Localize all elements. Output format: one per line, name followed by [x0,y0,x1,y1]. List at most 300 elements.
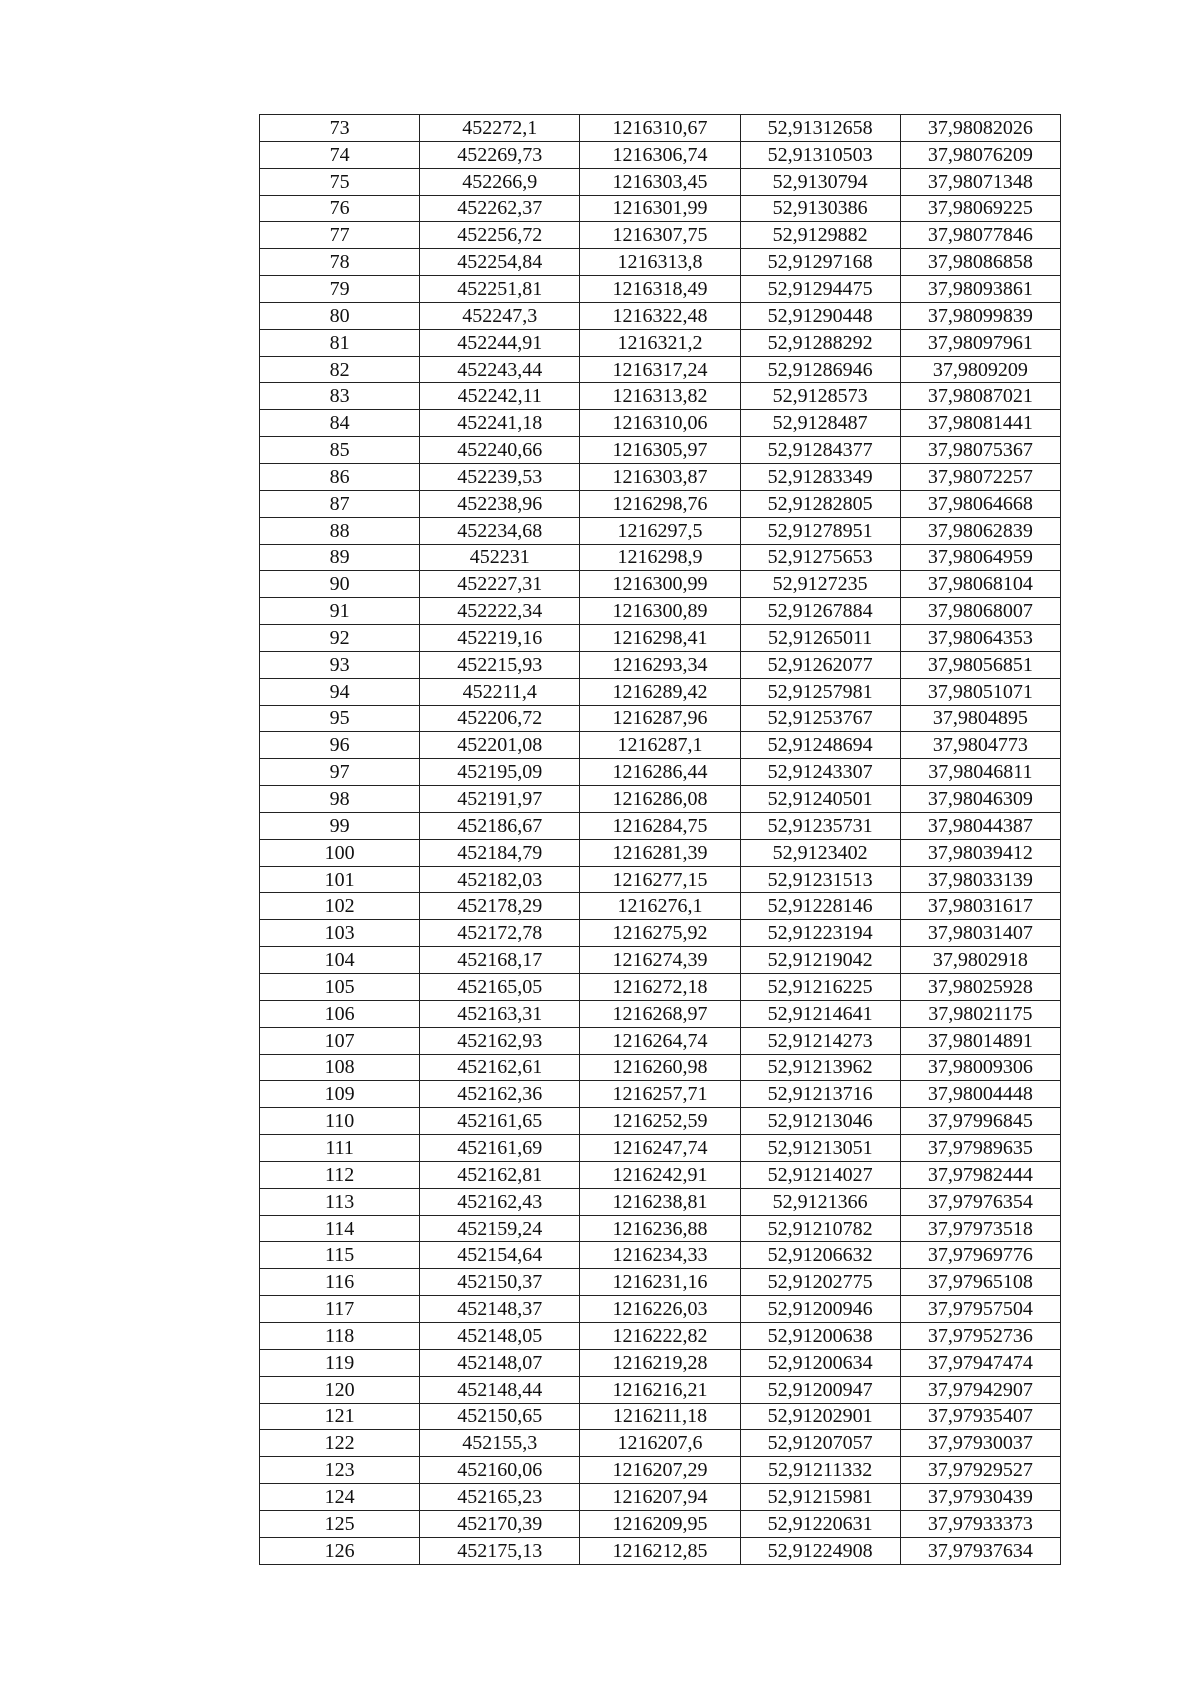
y-coordinate-cell: 1216211,18 [580,1403,740,1430]
point-number-cell: 124 [260,1484,420,1511]
table-row [260,1510,1061,1537]
point-number-cell: 121 [260,1403,420,1430]
point-number-cell: 92 [260,625,420,652]
table-row [260,651,1061,678]
x-coordinate-cell: 452256,72 [420,222,580,249]
x-coordinate-cell: 452182,03 [420,866,580,893]
y-coordinate-cell: 1216281,39 [580,839,740,866]
x-coordinate-cell: 452272,1 [420,115,580,142]
x-coordinate-cell: 452241,18 [420,410,580,437]
x-coordinate-cell: 452247,3 [420,302,580,329]
point-number-cell: 103 [260,920,420,947]
point-number-cell: 80 [260,302,420,329]
latitude-cell: 52,91200947 [740,1376,900,1403]
longitude-cell: 37,97937634 [900,1537,1060,1564]
table-row [260,1457,1061,1484]
x-coordinate-cell: 452162,93 [420,1027,580,1054]
longitude-cell: 37,98068007 [900,598,1060,625]
point-number-cell: 102 [260,893,420,920]
longitude-cell: 37,98021175 [900,1000,1060,1027]
table-row [260,1054,1061,1081]
table-row [260,786,1061,813]
x-coordinate-cell: 452148,44 [420,1376,580,1403]
point-number-cell: 76 [260,195,420,222]
y-coordinate-cell: 1216257,71 [580,1081,740,1108]
latitude-cell: 52,9129882 [740,222,900,249]
longitude-cell: 37,98051071 [900,678,1060,705]
table-row [260,1081,1061,1108]
x-coordinate-cell: 452269,73 [420,141,580,168]
y-coordinate-cell: 1216289,42 [580,678,740,705]
point-number-cell: 83 [260,383,420,410]
table-row [260,1135,1061,1162]
latitude-cell: 52,91223194 [740,920,900,947]
y-coordinate-cell: 1216209,95 [580,1510,740,1537]
latitude-cell: 52,91294475 [740,276,900,303]
latitude-cell: 52,91207057 [740,1430,900,1457]
x-coordinate-cell: 452238,96 [420,490,580,517]
x-coordinate-cell: 452165,23 [420,1484,580,1511]
y-coordinate-cell: 1216207,29 [580,1457,740,1484]
y-coordinate-cell: 1216286,08 [580,786,740,813]
y-coordinate-cell: 1216310,67 [580,115,740,142]
latitude-cell: 52,91213962 [740,1054,900,1081]
point-number-cell: 111 [260,1135,420,1162]
longitude-cell: 37,98082026 [900,115,1060,142]
y-coordinate-cell: 1216303,45 [580,168,740,195]
latitude-cell: 52,91219042 [740,947,900,974]
point-number-cell: 99 [260,812,420,839]
latitude-cell: 52,91248694 [740,732,900,759]
x-coordinate-cell: 452240,66 [420,437,580,464]
point-number-cell: 91 [260,598,420,625]
longitude-cell: 37,98033139 [900,866,1060,893]
point-number-cell: 126 [260,1537,420,1564]
y-coordinate-cell: 1216238,81 [580,1188,740,1215]
point-number-cell: 118 [260,1322,420,1349]
latitude-cell: 52,91202775 [740,1269,900,1296]
table-row [260,732,1061,759]
y-coordinate-cell: 1216297,5 [580,517,740,544]
y-coordinate-cell: 1216231,16 [580,1269,740,1296]
latitude-cell: 52,91275653 [740,544,900,571]
longitude-cell: 37,98069225 [900,195,1060,222]
point-number-cell: 90 [260,571,420,598]
longitude-cell: 37,98071348 [900,168,1060,195]
latitude-cell: 52,91297168 [740,249,900,276]
y-coordinate-cell: 1216275,92 [580,920,740,947]
y-coordinate-cell: 1216318,49 [580,276,740,303]
x-coordinate-cell: 452243,44 [420,356,580,383]
table-row [260,625,1061,652]
x-coordinate-cell: 452155,3 [420,1430,580,1457]
table-row [260,1484,1061,1511]
table-row [260,517,1061,544]
longitude-cell: 37,97929527 [900,1457,1060,1484]
x-coordinate-cell: 452251,81 [420,276,580,303]
table-row [260,383,1061,410]
latitude-cell: 52,91284377 [740,437,900,464]
longitude-cell: 37,98075367 [900,437,1060,464]
latitude-cell: 52,91286946 [740,356,900,383]
coordinate-table [259,114,1061,1565]
y-coordinate-cell: 1216286,44 [580,759,740,786]
point-number-cell: 98 [260,786,420,813]
point-number-cell: 73 [260,115,420,142]
latitude-cell: 52,91257981 [740,678,900,705]
table-row [260,1269,1061,1296]
x-coordinate-cell: 452231 [420,544,580,571]
longitude-cell: 37,97973518 [900,1215,1060,1242]
table-row [260,490,1061,517]
table-row [260,812,1061,839]
point-number-cell: 104 [260,947,420,974]
y-coordinate-cell: 1216287,96 [580,705,740,732]
latitude-cell: 52,91267884 [740,598,900,625]
latitude-cell: 52,9121366 [740,1188,900,1215]
point-number-cell: 106 [260,1000,420,1027]
point-number-cell: 88 [260,517,420,544]
latitude-cell: 52,91214641 [740,1000,900,1027]
table-row [260,1027,1061,1054]
table-row [260,1215,1061,1242]
latitude-cell: 52,91213051 [740,1135,900,1162]
table-row [260,947,1061,974]
x-coordinate-cell: 452168,17 [420,947,580,974]
latitude-cell: 52,91262077 [740,651,900,678]
x-coordinate-cell: 452211,4 [420,678,580,705]
point-number-cell: 100 [260,839,420,866]
table-row [260,195,1061,222]
y-coordinate-cell: 1216305,97 [580,437,740,464]
x-coordinate-cell: 452159,24 [420,1215,580,1242]
table-row [260,571,1061,598]
table-row [260,1161,1061,1188]
table-row [260,276,1061,303]
point-number-cell: 107 [260,1027,420,1054]
point-number-cell: 110 [260,1108,420,1135]
point-number-cell: 79 [260,276,420,303]
x-coordinate-cell: 452254,84 [420,249,580,276]
longitude-cell: 37,98097961 [900,329,1060,356]
x-coordinate-cell: 452162,61 [420,1054,580,1081]
x-coordinate-cell: 452195,09 [420,759,580,786]
longitude-cell: 37,98056851 [900,651,1060,678]
x-coordinate-cell: 452175,13 [420,1537,580,1564]
point-number-cell: 113 [260,1188,420,1215]
longitude-cell: 37,97969776 [900,1242,1060,1269]
y-coordinate-cell: 1216313,8 [580,249,740,276]
longitude-cell: 37,97989635 [900,1135,1060,1162]
latitude-cell: 52,91220631 [740,1510,900,1537]
longitude-cell: 37,98046309 [900,786,1060,813]
table-row [260,759,1061,786]
table-row [260,1108,1061,1135]
x-coordinate-cell: 452244,91 [420,329,580,356]
table-row [260,437,1061,464]
y-coordinate-cell: 1216226,03 [580,1296,740,1323]
table-row [260,1242,1061,1269]
point-number-cell: 81 [260,329,420,356]
latitude-cell: 52,9130794 [740,168,900,195]
table-row [260,1430,1061,1457]
x-coordinate-cell: 452262,37 [420,195,580,222]
longitude-cell: 37,97942907 [900,1376,1060,1403]
table-row [260,222,1061,249]
table-row [260,1322,1061,1349]
point-number-cell: 116 [260,1269,420,1296]
longitude-cell: 37,98093861 [900,276,1060,303]
y-coordinate-cell: 1216212,85 [580,1537,740,1564]
y-coordinate-cell: 1216306,74 [580,141,740,168]
table-row [260,1376,1061,1403]
longitude-cell: 37,98039412 [900,839,1060,866]
y-coordinate-cell: 1216287,1 [580,732,740,759]
x-coordinate-cell: 452162,81 [420,1161,580,1188]
latitude-cell: 52,91235731 [740,812,900,839]
latitude-cell: 52,91228146 [740,893,900,920]
y-coordinate-cell: 1216222,82 [580,1322,740,1349]
x-coordinate-cell: 452219,16 [420,625,580,652]
longitude-cell: 37,98081441 [900,410,1060,437]
y-coordinate-cell: 1216207,94 [580,1484,740,1511]
table-row [260,920,1061,947]
x-coordinate-cell: 452201,08 [420,732,580,759]
latitude-cell: 52,91210782 [740,1215,900,1242]
longitude-cell: 37,98025928 [900,974,1060,1001]
point-number-cell: 105 [260,974,420,1001]
table-row [260,678,1061,705]
y-coordinate-cell: 1216317,24 [580,356,740,383]
longitude-cell: 37,9809209 [900,356,1060,383]
latitude-cell: 52,91214027 [740,1161,900,1188]
table-row [260,168,1061,195]
x-coordinate-cell: 452170,39 [420,1510,580,1537]
point-number-cell: 122 [260,1430,420,1457]
x-coordinate-cell: 452160,06 [420,1457,580,1484]
latitude-cell: 52,91312658 [740,115,900,142]
latitude-cell: 52,91224908 [740,1537,900,1564]
y-coordinate-cell: 1216207,6 [580,1430,740,1457]
longitude-cell: 37,98031617 [900,893,1060,920]
point-number-cell: 82 [260,356,420,383]
point-number-cell: 78 [260,249,420,276]
x-coordinate-cell: 452215,93 [420,651,580,678]
latitude-cell: 52,91200638 [740,1322,900,1349]
longitude-cell: 37,98046811 [900,759,1060,786]
latitude-cell: 52,91202901 [740,1403,900,1430]
longitude-cell: 37,98087021 [900,383,1060,410]
point-number-cell: 93 [260,651,420,678]
longitude-cell: 37,97982444 [900,1161,1060,1188]
latitude-cell: 52,9128573 [740,383,900,410]
y-coordinate-cell: 1216236,88 [580,1215,740,1242]
table-row [260,1537,1061,1564]
point-number-cell: 95 [260,705,420,732]
y-coordinate-cell: 1216303,87 [580,463,740,490]
table-row [260,1000,1061,1027]
point-number-cell: 115 [260,1242,420,1269]
longitude-cell: 37,98004448 [900,1081,1060,1108]
y-coordinate-cell: 1216264,74 [580,1027,740,1054]
point-number-cell: 86 [260,463,420,490]
x-coordinate-cell: 452162,36 [420,1081,580,1108]
latitude-cell: 52,91231513 [740,866,900,893]
x-coordinate-cell: 452161,69 [420,1135,580,1162]
table-row [260,302,1061,329]
table-row [260,141,1061,168]
table-row [260,1188,1061,1215]
y-coordinate-cell: 1216310,06 [580,410,740,437]
y-coordinate-cell: 1216298,76 [580,490,740,517]
longitude-cell: 37,98064959 [900,544,1060,571]
point-number-cell: 85 [260,437,420,464]
latitude-cell: 52,91310503 [740,141,900,168]
latitude-cell: 52,91253767 [740,705,900,732]
latitude-cell: 52,9127235 [740,571,900,598]
x-coordinate-cell: 452186,67 [420,812,580,839]
point-number-cell: 89 [260,544,420,571]
table-row [260,893,1061,920]
y-coordinate-cell: 1216322,48 [580,302,740,329]
longitude-cell: 37,98077846 [900,222,1060,249]
table-row [260,974,1061,1001]
latitude-cell: 52,9130386 [740,195,900,222]
y-coordinate-cell: 1216300,99 [580,571,740,598]
latitude-cell: 52,91283349 [740,463,900,490]
point-number-cell: 97 [260,759,420,786]
longitude-cell: 37,97952736 [900,1322,1060,1349]
longitude-cell: 37,98014891 [900,1027,1060,1054]
longitude-cell: 37,98072257 [900,463,1060,490]
point-number-cell: 101 [260,866,420,893]
longitude-cell: 37,97947474 [900,1349,1060,1376]
longitude-cell: 37,97996845 [900,1108,1060,1135]
y-coordinate-cell: 1216307,75 [580,222,740,249]
longitude-cell: 37,97935407 [900,1403,1060,1430]
x-coordinate-cell: 452239,53 [420,463,580,490]
latitude-cell: 52,91290448 [740,302,900,329]
x-coordinate-cell: 452206,72 [420,705,580,732]
table-row [260,356,1061,383]
table-row [260,115,1061,142]
table-row [260,329,1061,356]
y-coordinate-cell: 1216260,98 [580,1054,740,1081]
x-coordinate-cell: 452172,78 [420,920,580,947]
point-number-cell: 109 [260,1081,420,1108]
x-coordinate-cell: 452222,34 [420,598,580,625]
table-row [260,410,1061,437]
longitude-cell: 37,98044387 [900,812,1060,839]
latitude-cell: 52,91240501 [740,786,900,813]
y-coordinate-cell: 1216268,97 [580,1000,740,1027]
x-coordinate-cell: 452148,37 [420,1296,580,1323]
x-coordinate-cell: 452148,07 [420,1349,580,1376]
latitude-cell: 52,91216225 [740,974,900,1001]
point-number-cell: 75 [260,168,420,195]
point-number-cell: 125 [260,1510,420,1537]
y-coordinate-cell: 1216301,99 [580,195,740,222]
latitude-cell: 52,91213716 [740,1081,900,1108]
point-number-cell: 84 [260,410,420,437]
point-number-cell: 74 [260,141,420,168]
y-coordinate-cell: 1216298,9 [580,544,740,571]
x-coordinate-cell: 452150,37 [420,1269,580,1296]
point-number-cell: 119 [260,1349,420,1376]
longitude-cell: 37,98064668 [900,490,1060,517]
y-coordinate-cell: 1216298,41 [580,625,740,652]
y-coordinate-cell: 1216234,33 [580,1242,740,1269]
latitude-cell: 52,91265011 [740,625,900,652]
point-number-cell: 108 [260,1054,420,1081]
table-row [260,463,1061,490]
longitude-cell: 37,9802918 [900,947,1060,974]
y-coordinate-cell: 1216242,91 [580,1161,740,1188]
x-coordinate-cell: 452163,31 [420,1000,580,1027]
x-coordinate-cell: 452178,29 [420,893,580,920]
latitude-cell: 52,91211332 [740,1457,900,1484]
x-coordinate-cell: 452162,43 [420,1188,580,1215]
x-coordinate-cell: 452266,9 [420,168,580,195]
longitude-cell: 37,98009306 [900,1054,1060,1081]
x-coordinate-cell: 452234,68 [420,517,580,544]
x-coordinate-cell: 452184,79 [420,839,580,866]
point-number-cell: 123 [260,1457,420,1484]
latitude-cell: 52,91214273 [740,1027,900,1054]
longitude-cell: 37,9804895 [900,705,1060,732]
latitude-cell: 52,9128487 [740,410,900,437]
x-coordinate-cell: 452191,97 [420,786,580,813]
longitude-cell: 37,9804773 [900,732,1060,759]
table-row [260,705,1061,732]
latitude-cell: 52,9123402 [740,839,900,866]
y-coordinate-cell: 1216321,2 [580,329,740,356]
point-number-cell: 120 [260,1376,420,1403]
y-coordinate-cell: 1216313,82 [580,383,740,410]
point-number-cell: 96 [260,732,420,759]
y-coordinate-cell: 1216219,28 [580,1349,740,1376]
point-number-cell: 114 [260,1215,420,1242]
latitude-cell: 52,91288292 [740,329,900,356]
table-row [260,598,1061,625]
latitude-cell: 52,91282805 [740,490,900,517]
x-coordinate-cell: 452227,31 [420,571,580,598]
longitude-cell: 37,97957504 [900,1296,1060,1323]
longitude-cell: 37,97965108 [900,1269,1060,1296]
latitude-cell: 52,91215981 [740,1484,900,1511]
table-row [260,1296,1061,1323]
y-coordinate-cell: 1216284,75 [580,812,740,839]
y-coordinate-cell: 1216252,59 [580,1108,740,1135]
x-coordinate-cell: 452148,05 [420,1322,580,1349]
longitude-cell: 37,97933373 [900,1510,1060,1537]
point-number-cell: 77 [260,222,420,249]
table-row [260,866,1061,893]
table-row [260,1403,1061,1430]
longitude-cell: 37,98031407 [900,920,1060,947]
latitude-cell: 52,91200634 [740,1349,900,1376]
longitude-cell: 37,97976354 [900,1188,1060,1215]
y-coordinate-cell: 1216277,15 [580,866,740,893]
longitude-cell: 37,97930037 [900,1430,1060,1457]
longitude-cell: 37,98076209 [900,141,1060,168]
point-number-cell: 87 [260,490,420,517]
x-coordinate-cell: 452165,05 [420,974,580,1001]
point-number-cell: 117 [260,1296,420,1323]
y-coordinate-cell: 1216274,39 [580,947,740,974]
y-coordinate-cell: 1216216,21 [580,1376,740,1403]
y-coordinate-cell: 1216272,18 [580,974,740,1001]
